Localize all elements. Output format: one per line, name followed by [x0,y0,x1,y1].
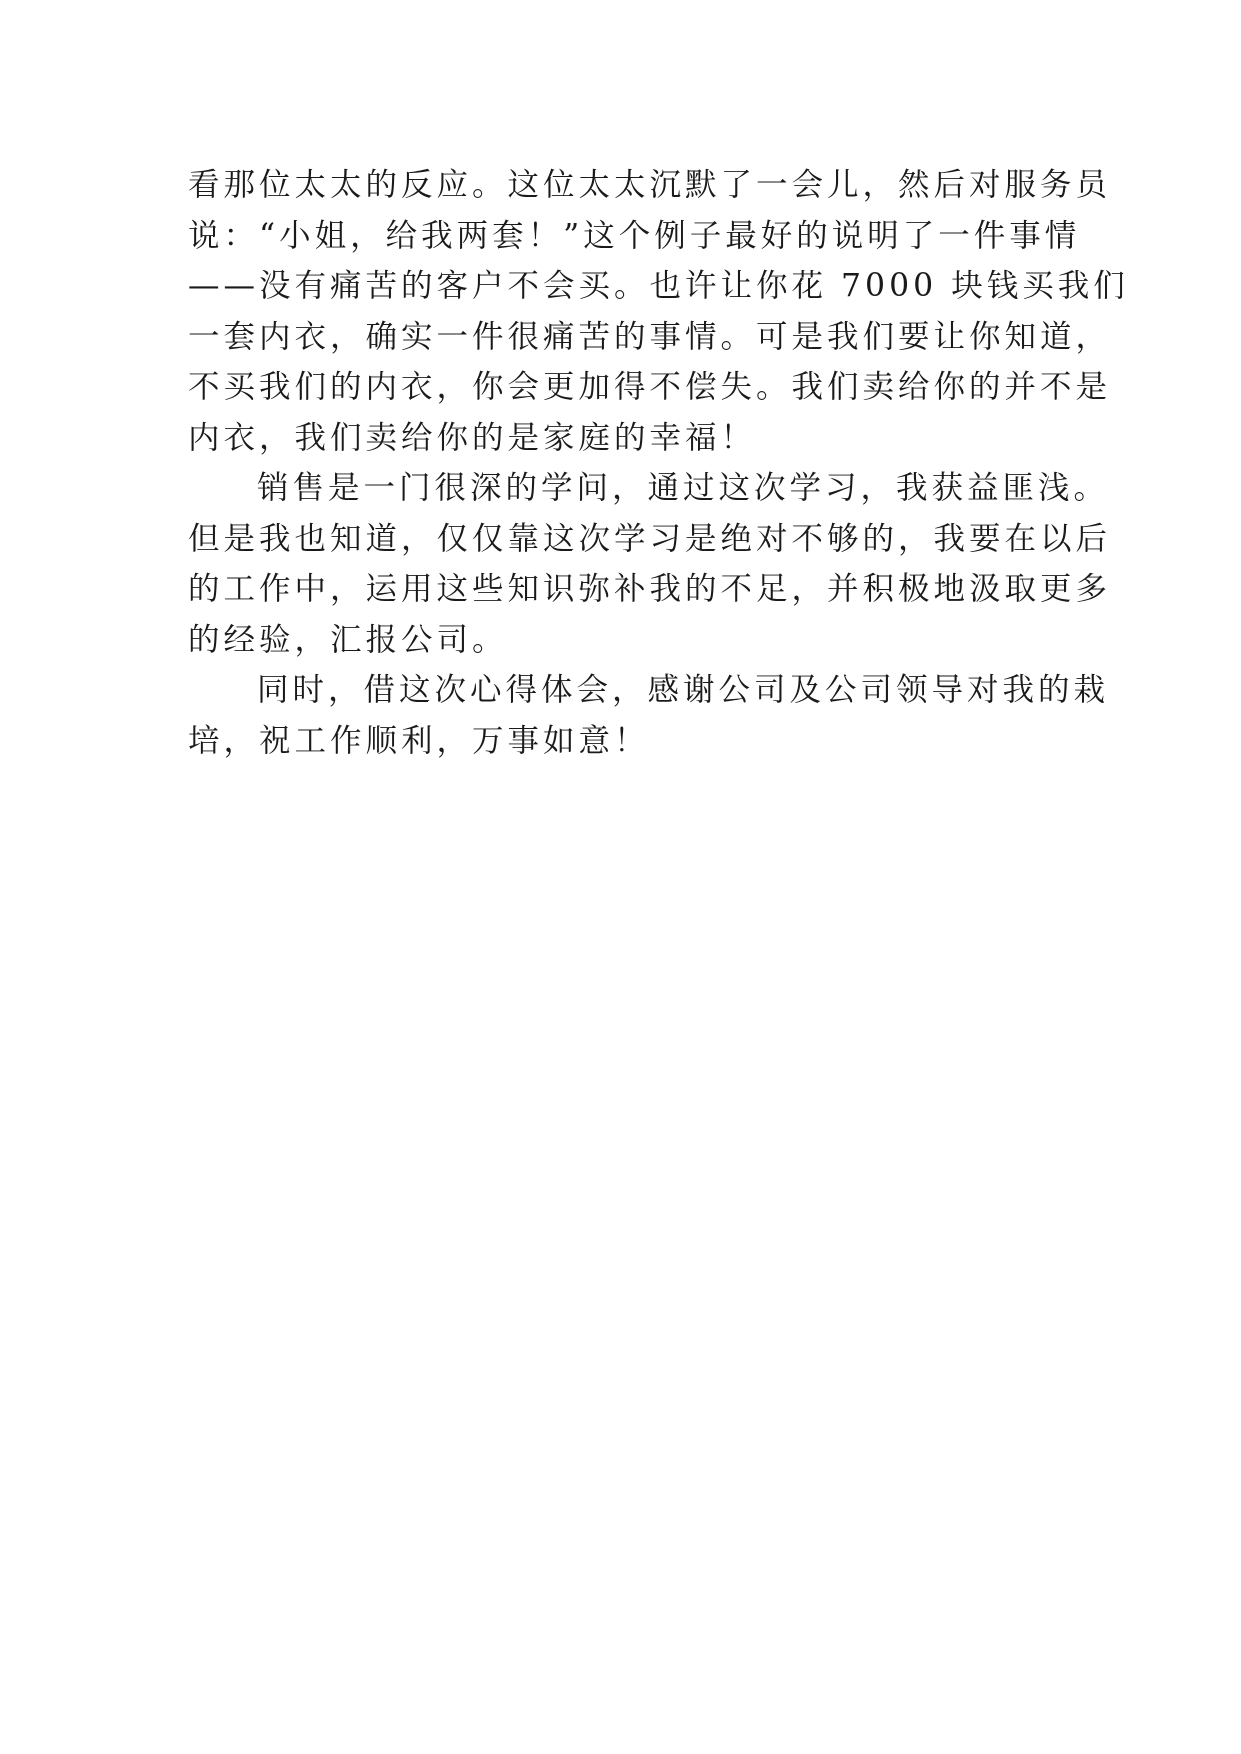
text-line: 培，祝工作顺利，万事如意！ [188,722,650,759]
paragraph-3 [188,665,1110,766]
text-line: 内衣，我们卖给你的是家庭的幸福！ [188,419,757,456]
text-line: 不买我们的内衣，你会更加得不偿失。我们卖给你的并不是 [188,369,1112,405]
text-line: 的工作中，运用这些知识弥补我的不足，并积极地汲取更多 [188,571,1112,607]
text-line: 一套内衣，确实一件很痛苦的事情。可是我们要让你知道， [188,318,1112,355]
text-line: ——没有痛苦的客户不会买。也许让你花 7000 块钱买我们 [188,268,1129,304]
text-line: 说：“小姐，给我两套！”这个例子最好的说明了一件事情 [188,217,1081,254]
text-line: 销售是一门很深的学问，通过这次学习，我获益匪浅。 [257,470,1110,506]
paragraph-1 [188,160,1129,463]
text-line: 同时，借这次心得体会，感谢公司及公司领导对我的栽 [257,672,1110,708]
text-line: 但是我也知道，仅仅靠这次学习是绝对不够的，我要在以后 [188,520,1112,557]
text-line: 的经验，汇报公司。 [188,621,508,658]
body-text [188,160,1129,766]
paragraph-2 [188,463,1112,665]
text-line: 看那位太太的反应。这位太太沉默了一会儿，然后对服务员 [188,167,1112,203]
